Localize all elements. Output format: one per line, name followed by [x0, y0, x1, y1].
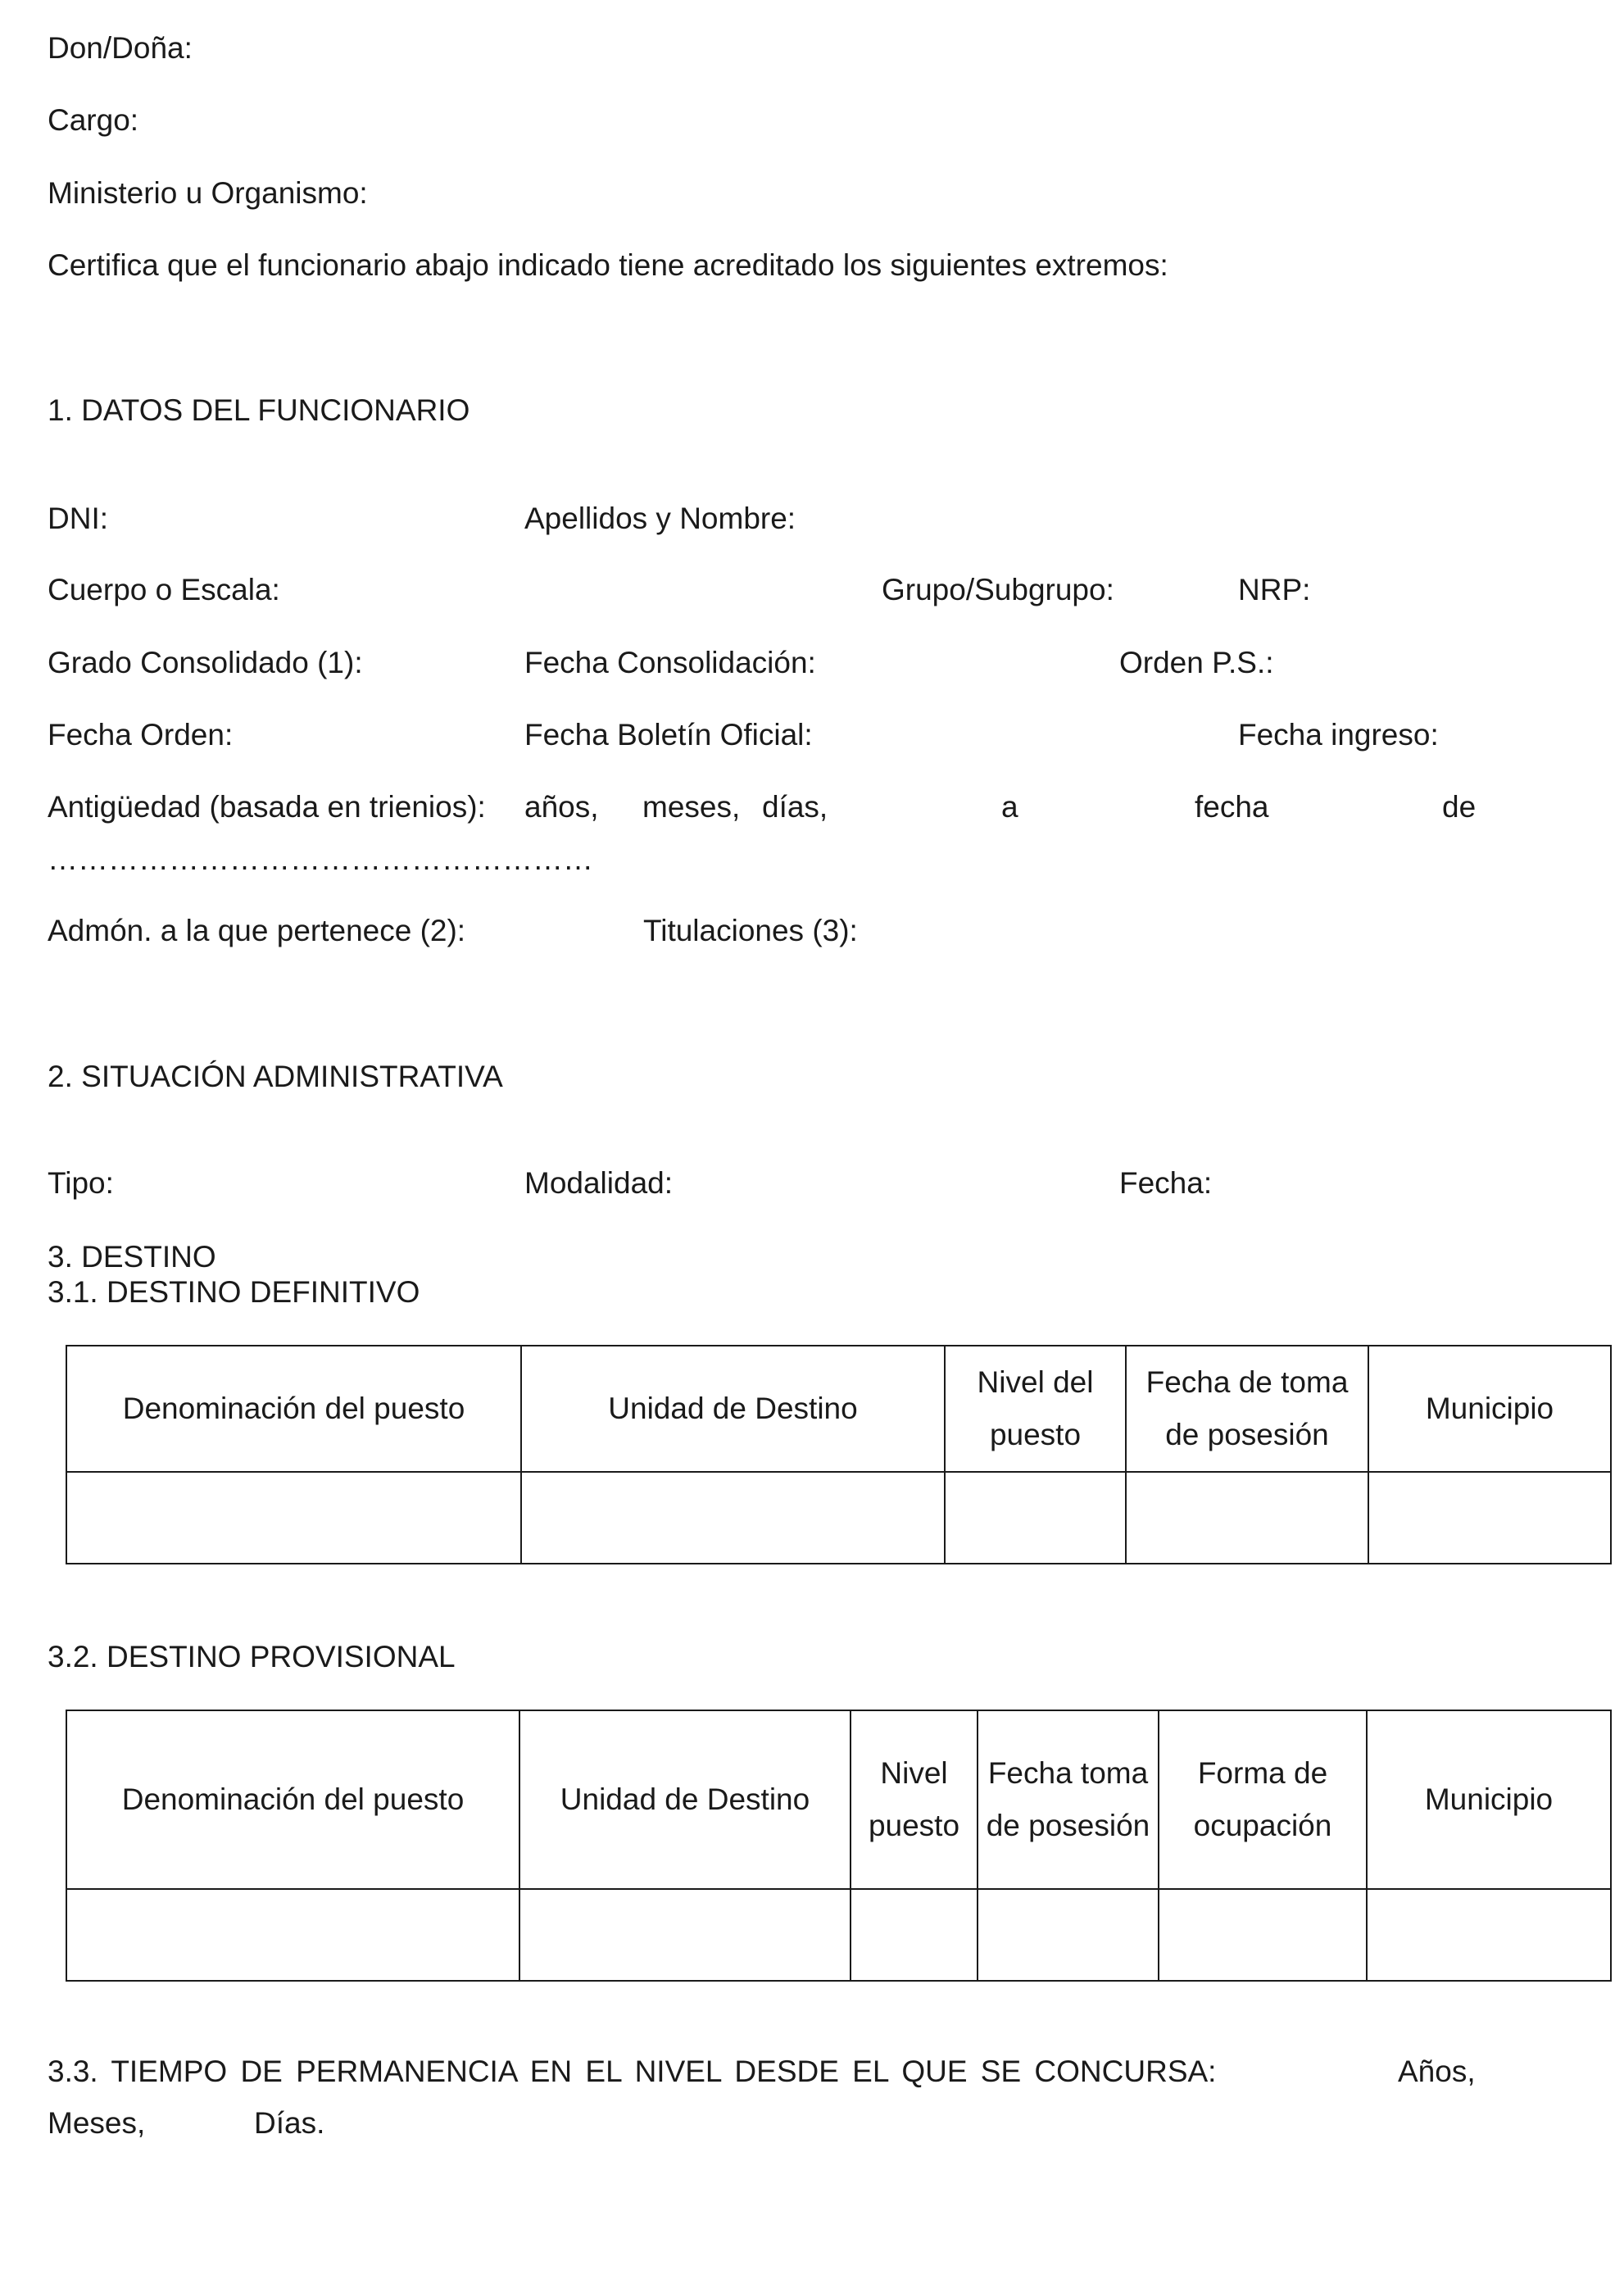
cell-forma-ocupacion[interactable] — [1159, 1889, 1367, 1981]
dots-line: ……………………………………………… — [48, 842, 593, 876]
ministerio-label: Ministerio u Organismo: — [48, 176, 368, 210]
section1-title: 1. DATOS DEL FUNCIONARIO — [48, 393, 470, 427]
section3-title: 3. DESTINO — [48, 1240, 216, 1274]
permanencia-meses: Meses, — [48, 2106, 146, 2140]
cuerpo-label: Cuerpo o Escala: — [48, 573, 280, 606]
col-forma-ocupacion: Forma de ocupación — [1159, 1710, 1367, 1889]
admon-label: Admón. a la que pertenece (2): — [48, 914, 466, 947]
cell-fecha-posesion[interactable] — [1126, 1472, 1368, 1564]
nrp-label: NRP: — [1238, 573, 1311, 606]
permanencia-dias: Días. — [254, 2106, 325, 2140]
cell-nivel[interactable] — [945, 1472, 1126, 1564]
tipo-label: Tipo: — [48, 1166, 114, 1200]
apellidos-label: Apellidos y Nombre: — [524, 502, 796, 535]
modalidad-label: Modalidad: — [524, 1166, 674, 1200]
fecha-consolidacion-label: Fecha Consolidación: — [524, 646, 816, 679]
cell-unidad[interactable] — [519, 1889, 851, 1981]
permanencia-anos: Años, — [1398, 2055, 1476, 2088]
cell-municipio[interactable] — [1368, 1472, 1611, 1564]
dni-label: DNI: — [48, 502, 108, 535]
col-unidad: Unidad de Destino — [519, 1710, 851, 1889]
cell-denominacion[interactable] — [66, 1889, 519, 1981]
col-municipio: Municipio — [1368, 1346, 1611, 1472]
table-header-row — [66, 1346, 1611, 1472]
cargo-label: Cargo: — [48, 103, 139, 137]
fecha-boletin-label: Fecha Boletín Oficial: — [524, 718, 813, 752]
grado-label: Grado Consolidado (1): — [48, 646, 363, 679]
titulaciones-label: Titulaciones (3): — [643, 914, 858, 947]
cell-denominacion[interactable] — [66, 1472, 521, 1564]
anos-label: años, — [524, 790, 599, 824]
cell-municipio[interactable] — [1367, 1889, 1611, 1981]
de-label: de — [1442, 790, 1477, 824]
fecha-situacion-label: Fecha: — [1119, 1166, 1213, 1200]
col-unidad: Unidad de Destino — [521, 1346, 945, 1472]
col-denominacion: Denominación del puesto — [66, 1710, 519, 1889]
fecha-word: fecha — [1195, 790, 1269, 824]
section2-title: 2. SITUACIÓN ADMINISTRATIVA — [48, 1060, 503, 1093]
a-label: a — [1001, 790, 1018, 824]
definitivo-title: 3.1. DESTINO DEFINITIVO — [48, 1275, 420, 1309]
fecha-orden-label: Fecha Orden: — [48, 718, 234, 752]
cell-unidad[interactable] — [521, 1472, 945, 1564]
meses-label: meses, — [642, 790, 741, 824]
table-row — [66, 1472, 1611, 1564]
orden-ps-label: Orden P.S.: — [1119, 646, 1274, 679]
cell-nivel[interactable] — [851, 1889, 978, 1981]
cell-fecha-posesion[interactable] — [978, 1889, 1159, 1981]
antiguedad-label: Antigüedad (basada en trienios): — [48, 790, 486, 824]
don-label: Don/Doña: — [48, 31, 193, 65]
col-nivel: Nivel puesto — [851, 1710, 978, 1889]
provisional-table — [66, 1710, 1612, 1982]
table-row — [66, 1889, 1611, 1981]
dias-label: días, — [762, 790, 828, 824]
fecha-ingreso-label: Fecha ingreso: — [1238, 718, 1439, 752]
col-denominacion: Denominación del puesto — [66, 1346, 521, 1472]
certifica-text: Certifica que el funcionario abajo indicado tiene acreditado los siguientes extremos: — [48, 248, 1168, 282]
col-municipio: Municipio — [1367, 1710, 1611, 1889]
provisional-title: 3.2. DESTINO PROVISIONAL — [48, 1640, 456, 1673]
definitivo-table — [66, 1345, 1612, 1564]
table-header-row — [66, 1710, 1611, 1889]
col-fecha-posesion: Fecha de toma de posesión — [1126, 1346, 1368, 1472]
grupo-label: Grupo/Subgrupo: — [882, 573, 1114, 606]
permanencia-title: 3.3. TIEMPO DE PERMANENCIA EN EL NIVEL DESDE EL QUE SE CONCURSA: — [48, 2055, 1217, 2088]
col-nivel: Nivel del puesto — [945, 1346, 1126, 1472]
col-fecha-posesion: Fecha toma de posesión — [978, 1710, 1159, 1889]
